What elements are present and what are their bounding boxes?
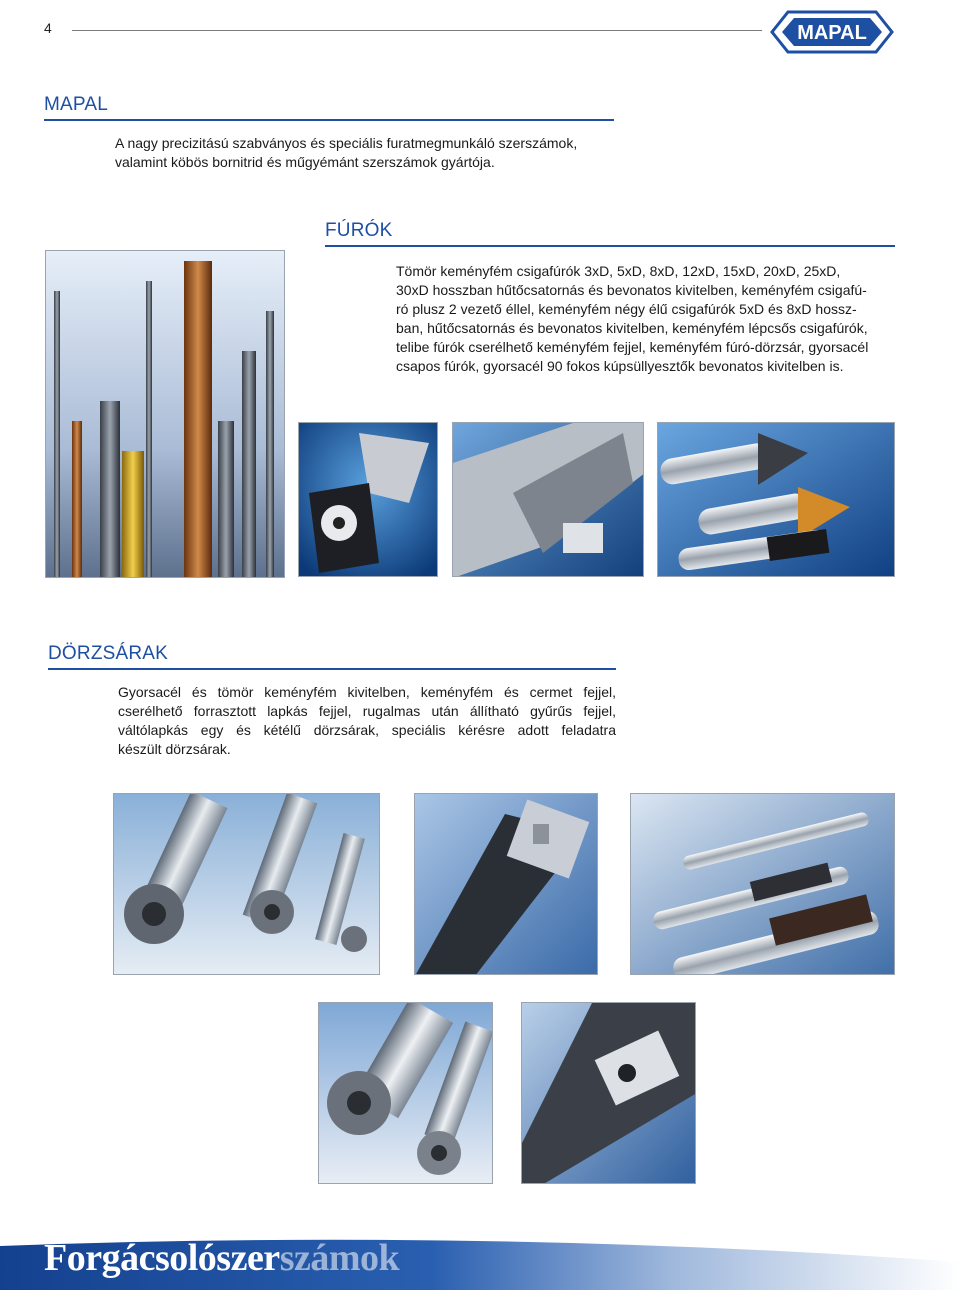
indexable-drill-photo [298, 422, 438, 577]
header-rule [72, 30, 762, 31]
reamers-line: Gyorsacél és tömör keményfém kivitelben, keményfém és cermet fejjel, [118, 684, 616, 700]
drills-rule [325, 245, 895, 247]
reamers-rule [48, 668, 616, 670]
single-blade-reamer-photo [521, 1002, 696, 1184]
drills-title: FÚRÓK [325, 220, 393, 241]
drills-description [396, 262, 896, 376]
footer-title-ghost: számok [279, 1237, 400, 1279]
mapal-intro-line: valamint köbös bornitrid és műgyémánt szerszámok gyártója. [115, 154, 495, 170]
indexable-reamer-photo [414, 793, 598, 975]
reamers-title: DÖRZSÁRAK [48, 643, 169, 664]
mapal-rule [44, 119, 614, 121]
logo-text: MAPAL [797, 22, 867, 44]
drills-line: telibe fúrók cserélhető keményfém fejjel, keményfém fúró-dörzsár, gyorsacél [396, 339, 869, 355]
drills-photo [45, 250, 285, 578]
reamers-line: váltólapkás egy és kétélű dörzsárak, speciális kérésre adott feladatra [118, 722, 616, 738]
mapal-intro-line: A nagy precizitású szabványos és speciális furatmegmunkáló szerszámok, [115, 135, 578, 151]
footer-title-main: Forgácsolószer [44, 1237, 280, 1279]
drills-line: ró plusz 2 vezető éllel, keményfém négy élű csigafúrók 5xD és 8xD hossz- [396, 301, 857, 317]
machine-reamers-photo [630, 793, 895, 975]
reamers-line: cserélhető forrasztott lapkás fejjel, rugalmas után állítható gyűrűs fejjel, [118, 703, 616, 719]
mapal-intro [115, 134, 615, 172]
reamers-line: készült dörzsárak. [118, 741, 231, 757]
drills-line: Tömör keményfém csigafúrók 3xD, 5xD, 8xD, 12xD, 15xD, 20xD, 25xD, [396, 263, 841, 279]
drills-line: csapos fúrók, gyorsacél 90 fokos kúpsüllyesztők bevonatos kivitelben is. [396, 358, 844, 374]
mapal-title: MAPAL [44, 94, 109, 115]
reamers-description [118, 683, 616, 759]
page-number: 4 [44, 20, 52, 36]
mapal-logo [768, 6, 896, 58]
step-drill-photo [452, 422, 644, 577]
footer-title [44, 1236, 399, 1280]
drills-line: ban, hűtőcsatornás és bevonatos kivitelben, keményfém lépcsős csigafúrók, [396, 320, 868, 336]
drills-line: 30xD hosszban hűtőcsatornás és bevonatos kivitelben, keményfém csigafú- [396, 282, 867, 298]
ring-reamers-photo [318, 1002, 493, 1184]
countersink-photo [657, 422, 895, 577]
shell-reamers-photo [113, 793, 380, 975]
